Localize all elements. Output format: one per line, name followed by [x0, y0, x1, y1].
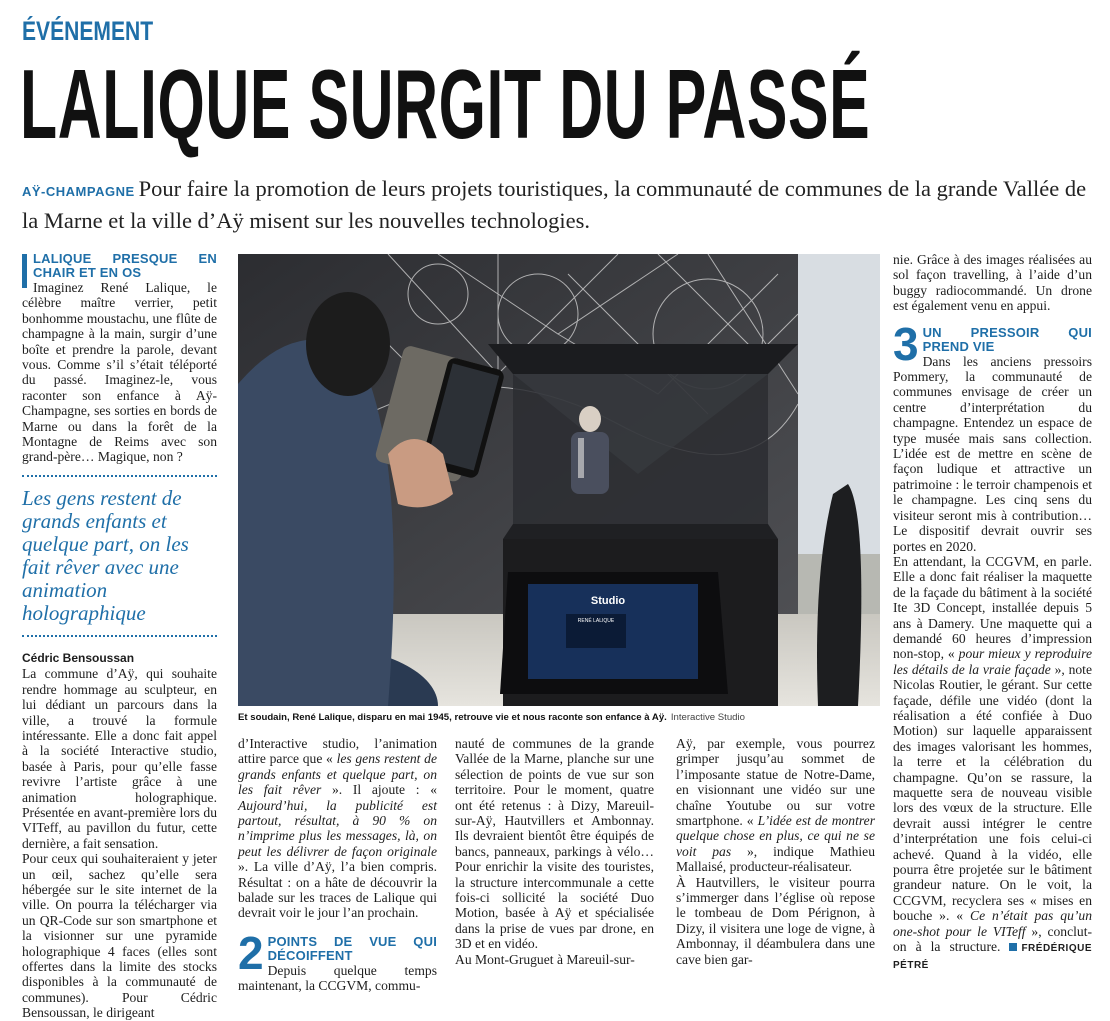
- column-2: [238, 736, 437, 994]
- subhead-bar: [22, 254, 27, 288]
- section-3-header: [893, 317, 1092, 554]
- end-square-icon: [1009, 943, 1017, 951]
- standfirst: [22, 174, 1097, 235]
- paragraph: nie. Grâce à des images réalisées au sol façon travelling, à l’aide d’un buggy radiocommandé. Un drone est également venu en appui.: [893, 252, 1092, 314]
- section-2-header: [238, 926, 437, 994]
- subhead-2: POINTS DE VUE QUI DÉCOIFFENT: [267, 933, 437, 963]
- tablet-label: RENÉ LALIQUE: [577, 618, 615, 624]
- paragraph: En attendant, la CCGVM, en parle. Elle a donc fait réaliser la maquette de la façade du bâtiment à la société Ite 3D Concept, installée depuis 5 ans à Damery. Une maquette qui a demandé 60 heures d’impression non-stop, « pour mieux y reproduire les détails de la vraie façade », note Nicolas Routier, le gérant. Sur cette façade, défile une vidéo (dont la réalisation a été confiée à Duo Motion) sur laquelle apparaissent des images valorisant les hommes, la terre et la célébration du champagne. Qu’on se rassure, la maquette sera de nouveau visible lors des vœux de la structure. Elle devrait aussi intégrer le centre d’interprétation une fois celui-ci achevé. Quand à la vidéo, elle pourra être projetée sur le bâtiment grandeur nature. On le voit, la CCGVM, recyclera ses « mises en bouche ». « Ce n’était pas qu’un one-shot pour le VITeff », conclut-on à la structure. FRÉDÉRIQUE PÉTRÉ: [893, 553, 1093, 972]
- headline: LALIQUE SURGIT DU PASSÉ: [20, 49, 871, 159]
- caption-text: Et soudain, René Lalique, disparu en mai 1945, retrouve vie et nous raconte son enfance à Aÿ.: [238, 712, 667, 723]
- paragraph: Pour ceux qui souhaiteraient y jeter un œil, sachez qu’elle sera hébergée sur le site internet de la ville. On pourra la télécharger via un QR-Code sur son smartphone et la visionner sur une pyramide holographique 4 faces (elles sont offertes dans la limite des stocks disponibles à la communauté de communes). Pour Cédric Bensoussan, le dirigeant: [22, 851, 217, 1021]
- photo-caption: [238, 712, 880, 723]
- tablet-brand: Studio: [590, 595, 626, 607]
- paragraph: À Hautvillers, le visiteur pourra s’immerger dans l’église où repose le tombeau de Dom Pérignon, à Dizy, il visitera une loge de vigne, à Ambonnay, il déambulera dans une cave bien gar-: [676, 874, 875, 967]
- paragraph: La commune d’Aÿ, qui souhaite rendre hommage au sculpteur, en lui dédiant un parcours dans la ville, a trouvé la formule intéressante. Elle a donc fait appel à la société Interactive studio, basée à Paris, pour qu’elle fasse revivre l’artiste grâce à une animation holographique. Présentée en avant-première lors du VITeff, au pavillon du futur, cette dernière, a fait sensation.: [22, 666, 217, 851]
- paragraph: Dans les anciens pressoirs Pommery, la communauté de communes envisage de créer un centre d’interprétation du champagne. Entendez un espace de type musée mais sans collection. L’idée est de mettre en scène de façon ludique et attractive un patrimoine : le terroir champenois et le champagne. Les cinq sens du visiteur seront mis à contribution… Le dispositif devrait ouvrir ses portes en 2020.: [893, 353, 1092, 554]
- column-5: [893, 252, 1092, 974]
- paragraph: nauté de communes de la grande Vallée de la Marne, planche sur une sélection de points de vue sur son territoire. Pour le moment, quatre ont été retenus : à Dizy, Mareuil-sur-Aÿ, Hautvillers et Ambonnay. Ils devraient bientôt être équipés de bancs, panneaux, parkings à vélo… Pour enrichir la visite des touristes, la structure intercommunale a cette fois-ci sollicité la société Duo Motion, basée à Aÿ et spécialisée dans la prise de vues par drone, en 3D et en vidéo.: [455, 736, 654, 952]
- author-signature: FRÉDÉRIQUE PÉTRÉ: [893, 943, 1092, 972]
- quote-author: Cédric Bensoussan: [22, 650, 135, 665]
- photo-credit: Interactive Studio: [670, 712, 745, 723]
- section-number: 3: [893, 317, 919, 370]
- paragraph: Depuis quelque temps maintenant, la CCGVM, commu-: [238, 962, 437, 994]
- dotted-divider: [22, 475, 217, 477]
- location-tag: AŸ-CHAMPAGNE: [22, 184, 135, 199]
- dotted-divider: [22, 635, 217, 637]
- pull-quote: Les gens restent de grands enfants et quelque part, on les fait rêver avec une animation holographique: [22, 485, 189, 625]
- subhead-1: LALIQUE PRESQUE EN CHAIR ET EN OS: [33, 251, 217, 280]
- section-number: 2: [238, 926, 264, 979]
- hologram-photo-illustration: [238, 254, 880, 706]
- paragraph: Aÿ, par exemple, vous pourrez grimper jusqu’au sommet de l’imposante statue de Notre-Dame, en visionnant une vidéo sur une chaîne Youtube ou sur votre smartphone. « L’idée est de montrer quelque chose en plus, ce qui ne se voit pas », indique Mathieu Mallaisé, producteur-réalisateur.: [676, 736, 876, 875]
- column-3: [455, 736, 654, 967]
- section-rubric: ÉVÉNEMENT: [22, 16, 154, 46]
- standfirst-text: Pour faire la promotion de leurs projets touristiques, la communauté de communes de la grande Vallée de la Marne et la ville d’Aÿ misent sur les nouvelles technologies.: [22, 176, 1087, 233]
- hologram-photo: [238, 254, 880, 706]
- paragraph: Au Mont-Gruguet à Mareuil-sur-: [455, 951, 635, 967]
- subhead-3: UN PRESSOIR QUI PREND VIE: [922, 324, 1092, 354]
- intro-paragraph: Imaginez René Lalique, le célèbre maître verrier, petit bonhomme moustachu, une flûte de champagne à la main, surgir d’une boîte et prendre la parole, devant vous. Comme s’il s’était téléporté du passé. Imaginez-le, vous raconter son enfance à Aÿ-Champagne, ses sorties en bords de Marne ou dans la forêt de la Montagne de Reims avec son grand-père… Magique, non ?: [22, 280, 217, 465]
- column-4: [676, 736, 875, 967]
- column-1: [22, 252, 217, 1021]
- paragraph: d’Interactive studio, l’animation attire parce que « les gens restent de grands enfants et quelque part, on les fait rêver ». Il ajoute : « Aujourd’hui, la publicité est partout, résultat, à 90 % on n’imprime plus les messages, là, on peut les délivrer de façon originale ». La ville d’Aÿ, l’a bien compris. Résultat : on a hâte de découvrir la balade sur les traces de Lalique qui devrait voir le jour l’an prochain.: [238, 736, 437, 921]
